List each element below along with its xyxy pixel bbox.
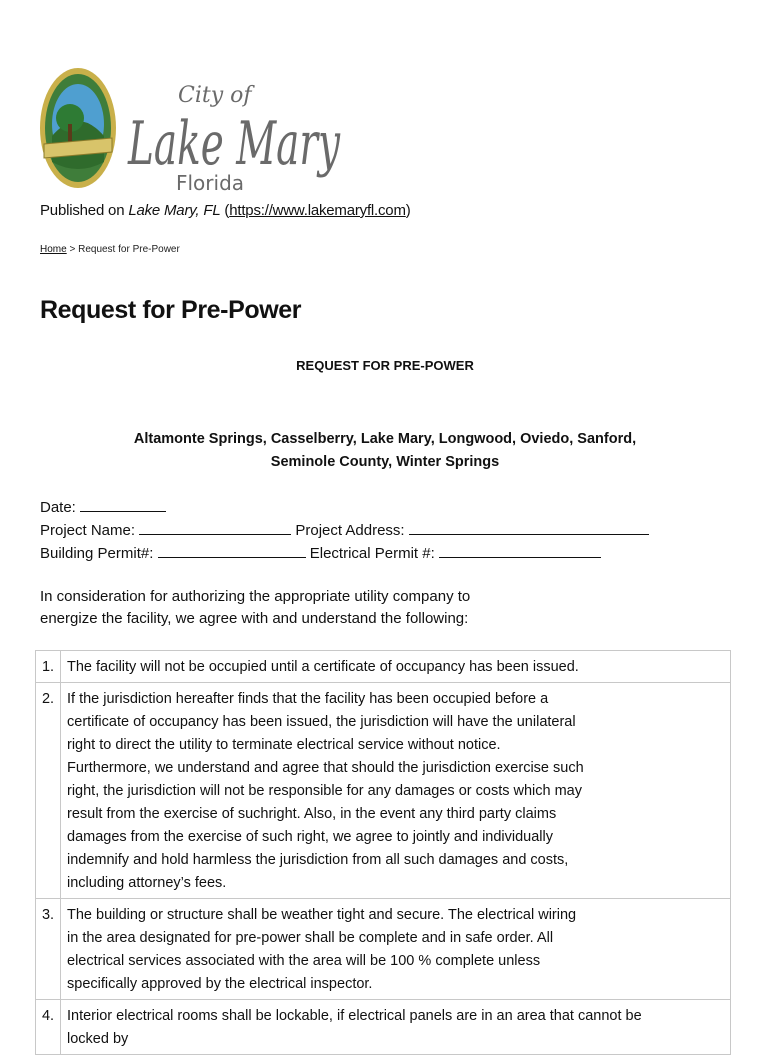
project-name-label: Project Name: bbox=[40, 522, 140, 539]
table-row bbox=[36, 899, 731, 1000]
term-cell bbox=[61, 1000, 731, 1055]
building-permit-label: Building Permit#: bbox=[40, 545, 158, 562]
table-row bbox=[36, 683, 731, 899]
logo-line1: City of bbox=[178, 83, 252, 108]
terms-table bbox=[35, 650, 731, 1055]
term-text: The building or structure shall be weather tight and secure. The electrical wiring in the area designated for pre-power shall be complete and in safe order. All electrical services associated with the area will be 100 % complete unless specifically approved by the electrical inspector. bbox=[67, 907, 577, 992]
term-text: If the jurisdiction hereafter finds that the facility has been occupied before a certificate of occupancy has been issued, the jurisdiction will have the unilateral right to direct the utility to terminate electrical service without notice. Furthermore, we understand and agree that should the jurisdiction exercise such right, the jurisdiction will not be responsible for any damages or costs which may result from the exercise of suchright. Also, in the event any third party claims damages from the exercise of such right, we agree to jointly and individually indemnify and hold harmless the jurisdiction from all such damages and costs, including attorney’s fees. bbox=[67, 691, 584, 891]
term-cell bbox=[61, 683, 731, 899]
building-permit-blank bbox=[158, 543, 306, 558]
term-number: 3. bbox=[36, 899, 61, 1000]
electrical-permit-blank bbox=[439, 543, 601, 558]
electrical-permit-label: Electrical Permit #: bbox=[305, 545, 439, 562]
published-line bbox=[40, 202, 411, 219]
logo-line2: Lake Mary bbox=[127, 109, 341, 179]
term-cell bbox=[61, 899, 731, 1000]
city-logo bbox=[38, 66, 348, 198]
breadcrumb-separator: > bbox=[66, 244, 79, 255]
date-row bbox=[40, 496, 649, 519]
term-cell bbox=[61, 651, 731, 683]
permit-row bbox=[40, 542, 649, 565]
term-number: 1. bbox=[36, 651, 61, 683]
jurisdictions-line-1: Altamonte Springs, Casselberry, Lake Mary, Longwood, Oviedo, Sanford, bbox=[133, 431, 637, 447]
page-title: Request for Pre-Power bbox=[40, 296, 302, 324]
project-name-blank bbox=[139, 520, 291, 535]
table-row bbox=[36, 651, 731, 683]
table-row bbox=[36, 1000, 731, 1055]
logo-line3: Florida bbox=[176, 171, 245, 195]
intro-paragraph: In consideration for authorizing the appropriate utility company to energize the facility, we agree with and understand the following: bbox=[40, 588, 471, 627]
published-site: Lake Mary, FL bbox=[128, 202, 221, 219]
form-heading: REQUEST FOR PRE-POWER bbox=[296, 358, 474, 373]
term-number: 4. bbox=[36, 1000, 61, 1055]
form-fields bbox=[40, 496, 649, 565]
jurisdictions-heading bbox=[0, 428, 770, 474]
jurisdictions-line-2: Seminole County, Winter Springs bbox=[270, 454, 500, 470]
published-prefix: Published on bbox=[40, 202, 129, 219]
published-open: ( bbox=[220, 202, 230, 219]
breadcrumb-current: Request for Pre-Power bbox=[78, 244, 180, 255]
term-text: Interior electrical rooms shall be lockable, if electrical panels are in an area that cannot be locked by bbox=[67, 1008, 642, 1047]
term-number: 2. bbox=[36, 683, 61, 899]
project-address-blank bbox=[409, 520, 649, 535]
project-row bbox=[40, 519, 649, 542]
project-address-label: Project Address: bbox=[291, 522, 409, 539]
breadcrumb bbox=[40, 244, 180, 255]
published-close: ) bbox=[405, 202, 411, 219]
term-text: The facility will not be occupied until a certificate of occupancy has been issued. bbox=[67, 659, 579, 675]
city-seal-logo-graphic bbox=[38, 66, 348, 198]
published-url-link[interactable]: https://www.lakemaryfl.com bbox=[229, 202, 406, 219]
date-blank bbox=[80, 497, 166, 512]
date-label: Date: bbox=[40, 499, 81, 516]
breadcrumb-home-link[interactable]: Home bbox=[40, 244, 67, 255]
